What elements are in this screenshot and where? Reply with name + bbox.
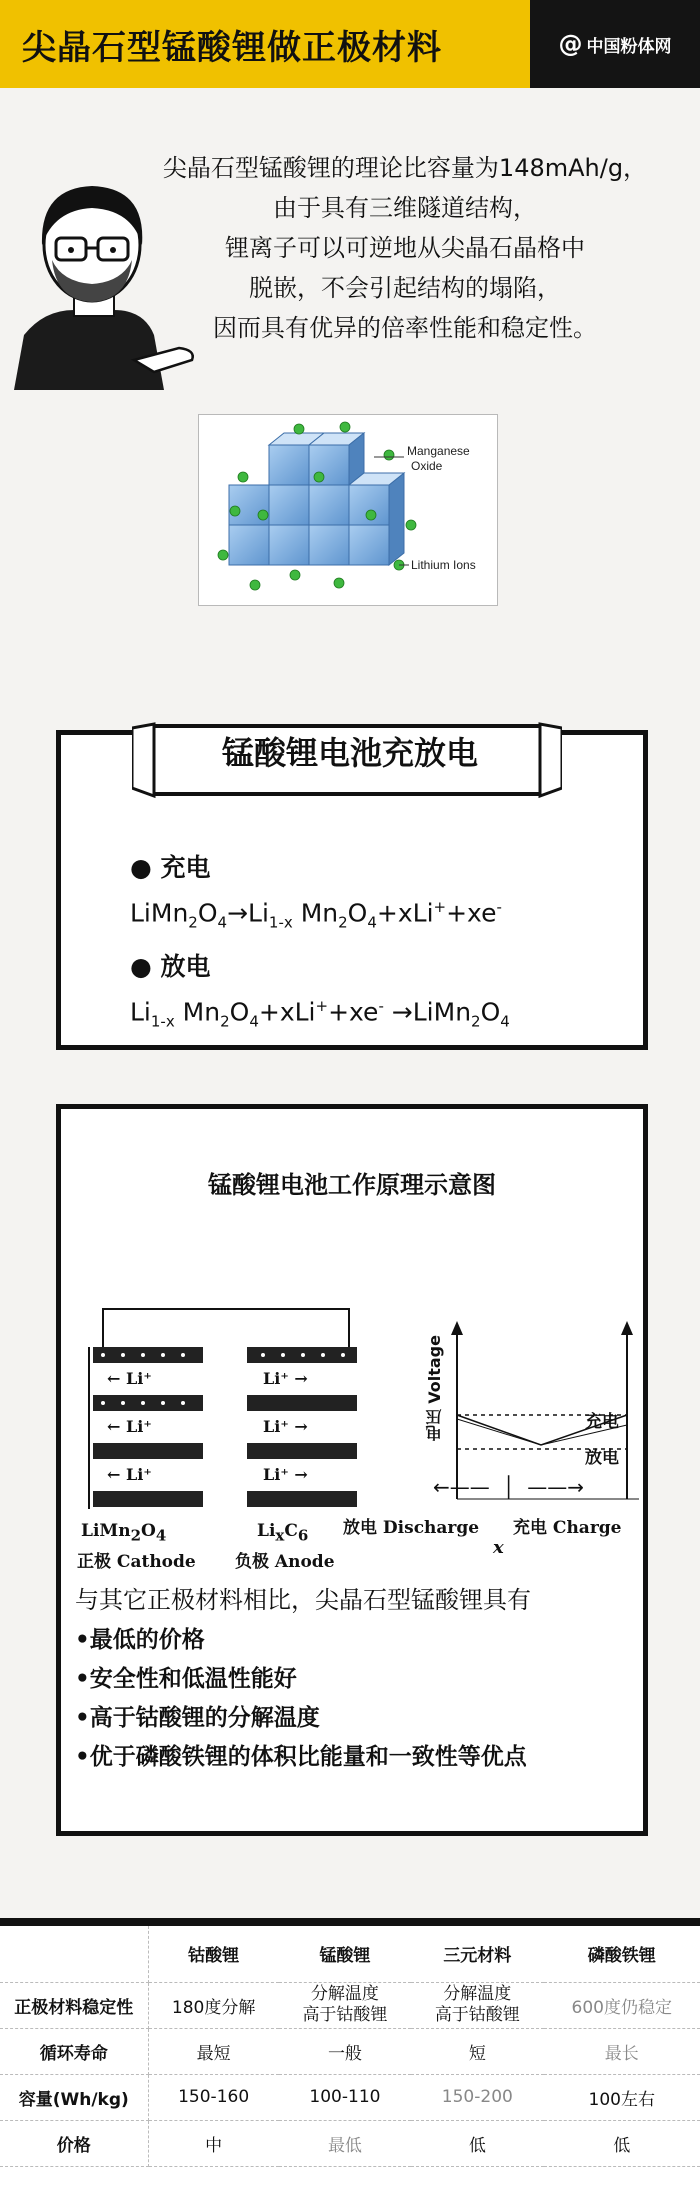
table-cell: 短 [411, 2028, 543, 2074]
voltage-axis-label: 电压 Voltage [425, 1335, 444, 1442]
x-axis-label: x [493, 1537, 504, 1558]
intro-section [0, 130, 700, 390]
working-principle-title: 锰酸锂电池工作原理示意图 [208, 1171, 496, 1199]
table-header-cell: 钴酸锂 [148, 1926, 279, 1982]
row-label: 价格 [0, 2120, 148, 2166]
svg-text:← Li⁺: ← Li⁺ [107, 1465, 152, 1484]
direction-arrows: ←—— │ ——→ [433, 1475, 584, 1499]
intro-line: 锂离子可以可逆地从尖晶石晶格中 [225, 234, 585, 262]
charge-formula: $LiMn_2O_4\to Li_{1-x}$ $Mn_2O_4+xLi^++xe^-$ [130, 898, 502, 932]
label-lithium-ions: Lithium Ions [411, 558, 476, 572]
table-cell: 150-160 [148, 2074, 279, 2120]
spinel-lattice-diagram [199, 415, 499, 607]
list-item: •高于钴酸锂的分解温度 [75, 1705, 320, 1731]
li-label: Li [125, 1417, 144, 1436]
site-logo[interactable] [530, 0, 700, 88]
table-cell: 180度分解 [148, 1982, 279, 2028]
li-label: Li [263, 1369, 281, 1388]
header-bar [0, 0, 700, 88]
table-row [0, 1982, 700, 2028]
table-cell [411, 1982, 543, 2028]
table-header-cell: 磷酸铁锂 [544, 1926, 700, 1982]
charge-title: 锰酸锂电池充放电 [221, 734, 478, 772]
table-cell: 100左右 [544, 2074, 700, 2120]
table-row [0, 2074, 700, 2120]
li-label: Li [125, 1369, 144, 1388]
list-item: •最低的价格 [75, 1627, 205, 1653]
cell-line: 分解温度 [310, 1984, 379, 2004]
discharge-formula: $Li_{1-x}$ $Mn_2O_4+xLi^++xe^-$ $\to LiMn_2O_4$ [130, 997, 510, 1031]
comparison-table [0, 1926, 700, 2167]
intro-line: 因而具有优异的倍率性能和稳定性。 [213, 314, 597, 342]
anode-formula-label: $Li_xC_6$ [257, 1521, 309, 1545]
list-item: •优于磷酸铁锂的体积比能量和一致性等优点 [75, 1744, 527, 1770]
table-top-bar [0, 1918, 700, 1926]
svg-text:← Li⁺: ← Li⁺ [107, 1369, 152, 1388]
svg-text:Li⁺ →: Li⁺ → [263, 1465, 308, 1484]
svg-text:Li⁺ →: Li⁺ → [263, 1369, 308, 1388]
svg-text:Li⁺ →: Li⁺ → [263, 1417, 308, 1436]
intro-line: 尖晶石型锰酸锂的理论比容量为148mAh/g， [162, 154, 648, 182]
table-cell: 600度仍稳定 [544, 1982, 700, 2028]
discharge-direction-label: 放电 Discharge [343, 1518, 480, 1538]
discharge-heading: ● 放电 [130, 952, 211, 982]
table-cell: 最低 [279, 2120, 411, 2166]
table-cell: 一般 [279, 2028, 411, 2074]
li-label: Li [263, 1417, 281, 1436]
discharge-line-label: 放电 [585, 1448, 619, 1468]
charge-line-label: 充电 [585, 1412, 619, 1432]
li-label: Li [125, 1465, 144, 1484]
charge-heading: ● 充电 [130, 853, 211, 882]
table-cell: 100-110 [279, 2074, 411, 2120]
li-label: Li [263, 1465, 281, 1484]
working-principle-card [56, 1104, 648, 1836]
table-row [0, 2028, 700, 2074]
list-item: •安全性和低温性能好 [75, 1666, 297, 1692]
table-cell: 最短 [148, 2028, 279, 2074]
table-cell [279, 1982, 411, 2028]
charge-formulas [130, 850, 630, 1049]
cell-line: 高于钴酸锂 [302, 2005, 388, 2025]
table-cell: 低 [544, 2120, 700, 2166]
cathode-label: 正极 Cathode [77, 1552, 196, 1572]
comparison-intro: 与其它正极材料相比，尖晶石型锰酸锂具有 [75, 1586, 531, 1614]
cell-line: 高于钴酸锂 [434, 2005, 520, 2025]
intro-paragraph [118, 148, 692, 348]
anode-label: 负极 Anode [235, 1552, 335, 1572]
row-label: 正极材料稳定性 [0, 1982, 148, 2028]
table-row [0, 2120, 700, 2166]
cell-line: 分解温度 [443, 1984, 512, 2004]
table-header-cell: 锰酸锂 [279, 1926, 411, 1982]
table-header-cell: 三元材料 [411, 1926, 543, 1982]
intro-line: 脱嵌，不会引起结构的塌陷， [249, 274, 561, 302]
svg-text:← Li⁺: ← Li⁺ [107, 1417, 152, 1436]
comparison-table-section [0, 1918, 700, 2205]
row-label: 容量(Wh/kg) [0, 2074, 148, 2120]
logo-at-icon: @ [558, 30, 583, 58]
page-title: 尖晶石型锰酸锂做正极材料 [22, 27, 442, 68]
battery-principle-diagram [67, 1219, 639, 1519]
table-cell: 中 [148, 2120, 279, 2166]
advantages-list [75, 1621, 635, 1777]
table-cell: 低 [411, 2120, 543, 2166]
charge-direction-label: 充电 Charge [513, 1518, 622, 1538]
table-header-row [0, 1926, 700, 1982]
logo-text: 中国粉体网 [586, 36, 672, 57]
intro-line: 由于具有三维隧道结构， [273, 194, 537, 222]
table-cell: 150-200 [411, 2074, 543, 2120]
row-label: 循环寿命 [0, 2028, 148, 2074]
table-cell: 最长 [544, 2028, 700, 2074]
label-manganese: Manganese [407, 444, 470, 458]
table-header-cell [0, 1926, 148, 1982]
cathode-formula-label: $LiMn_2O_4$ [81, 1521, 167, 1545]
crystal-structure-figure [198, 414, 498, 606]
label-oxide: Oxide [411, 459, 443, 473]
